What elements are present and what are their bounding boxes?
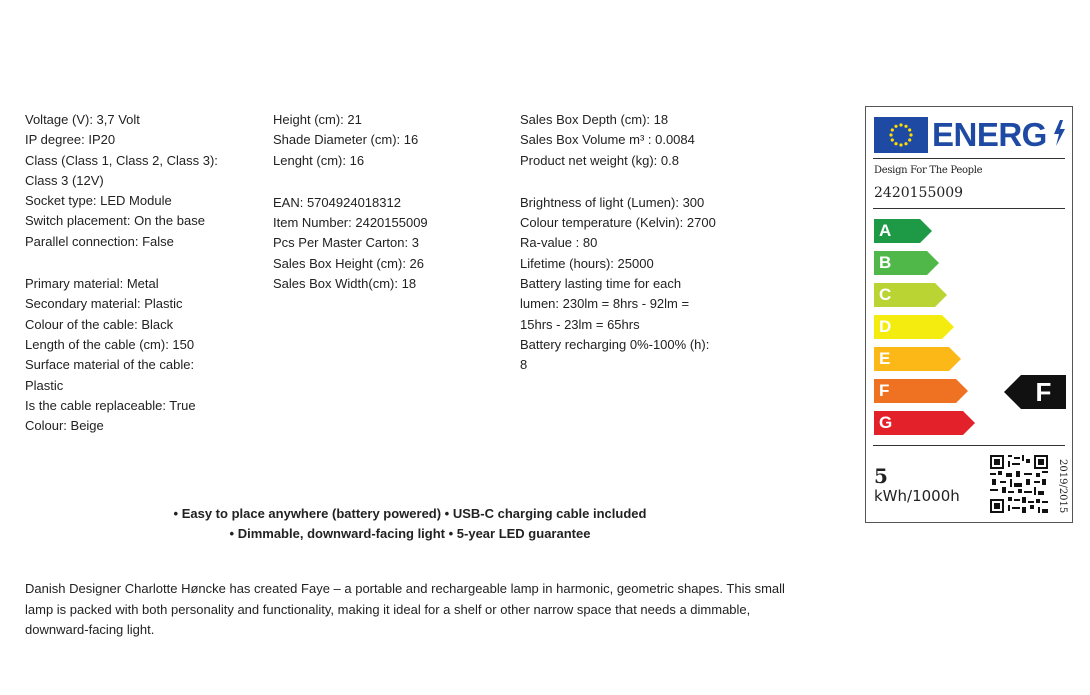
spec-line: Lifetime (hours): 25000 [520, 255, 654, 271]
spec-line: Secondary material: Plastic [25, 296, 183, 312]
spec-line: Surface material of the cable: [25, 357, 195, 373]
spec-line: Colour: Beige [25, 418, 104, 434]
spec-line: Socket type: LED Module [25, 193, 172, 209]
spec-column-1 [25, 110, 260, 436]
spec-line: lumen: 230lm = 8hrs - 92lm = [520, 296, 690, 312]
spec-line: Primary material: Metal [25, 276, 159, 292]
spec-line: Item Number: 2420155009 [273, 215, 428, 231]
lightning-bolt-icon [1052, 120, 1066, 146]
energy-consumption-unit: kWh/1000h [874, 487, 960, 505]
spec-group-electrical [25, 110, 260, 252]
spec-line: Product net weight (kg): 0.8 [520, 152, 679, 168]
spec-group-packaging [273, 193, 508, 294]
spec-line: Sales Box Volume m³ : 0.0084 [520, 132, 695, 148]
spec-line: Voltage (V): 3,7 Volt [25, 112, 140, 127]
eu-flag-icon [874, 117, 928, 153]
product-description: Danish Designer Charlotte Høncke has created Faye – a portable and rechargeable lamp in harmonic, geometric shapes. This small lamp is packed with both personality and functionality, making it ideal for a shelf or other narrow space that needs a dimmable, downward-facing light. [25, 581, 785, 637]
energy-label: ENERG Design For The People 2420155009 A B C D E F G F 5 kWh/1000h 2019/2015 [865, 106, 1073, 523]
spec-column-2 [273, 110, 508, 294]
spec-line: Battery lasting time for each [520, 276, 682, 292]
spec-line: Sales Box Depth (cm): 18 [520, 112, 669, 127]
energy-rating-indicator [1004, 375, 1068, 409]
energy-label-title: ENERG [932, 116, 1047, 153]
spec-line: Is the cable replaceable: True [25, 397, 196, 413]
supplier-name: Design For The People [874, 165, 983, 176]
spec-group-material [25, 274, 260, 436]
highlight-line-2: • Dimmable, downward-facing light • 5-year LED guarantee [229, 526, 591, 541]
model-identifier: 2420155009 [874, 185, 964, 201]
highlight-line-1: • Easy to place anywhere (battery powered) • USB-C charging cable included [173, 506, 647, 521]
spec-line: Parallel connection: False [25, 233, 174, 249]
spec-line: Colour temperature (Kelvin): 2700 [520, 215, 716, 231]
spec-line: Height (cm): 21 [273, 112, 362, 127]
spec-group-light [520, 193, 750, 376]
spec-line: 8 [520, 357, 528, 373]
spec-line: Lenght (cm): 16 [273, 152, 365, 168]
spec-line: 15hrs - 23lm = 65hrs [520, 316, 640, 332]
spec-line: Plastic [25, 377, 64, 393]
energy-consumption-value: 5 [874, 464, 888, 488]
spec-column-3 [520, 110, 750, 376]
spec-group-box [520, 110, 750, 171]
spec-line: Pcs Per Master Carton: 3 [273, 235, 419, 251]
spec-line: Brightness of light (Lumen): 300 [520, 194, 705, 210]
spec-line: Switch placement: On the base [25, 213, 205, 229]
spec-line: Shade Diameter (cm): 16 [273, 132, 419, 148]
spec-line: Class 3 (12V) [25, 172, 104, 188]
energy-rating: F [1021, 375, 1066, 409]
spec-line: Battery recharging 0%-100% (h): [520, 336, 710, 352]
spec-line: Class (Class 1, Class 2, Class 3): [25, 152, 218, 168]
spec-line: Sales Box Width(cm): 18 [273, 276, 417, 292]
spec-line: Colour of the cable: Black [25, 316, 174, 332]
spec-line: Sales Box Height (cm): 26 [273, 255, 425, 271]
qr-code-icon [990, 455, 1048, 513]
spec-line: EAN: 5704924018312 [273, 194, 401, 210]
spec-group-dimensions [273, 110, 508, 171]
regulation-number: 2019/2015 [1057, 459, 1068, 514]
spec-line: IP degree: IP20 [25, 132, 116, 148]
spec-line: Length of the cable (cm): 150 [25, 336, 195, 352]
spec-line: Ra-value : 80 [520, 235, 598, 251]
